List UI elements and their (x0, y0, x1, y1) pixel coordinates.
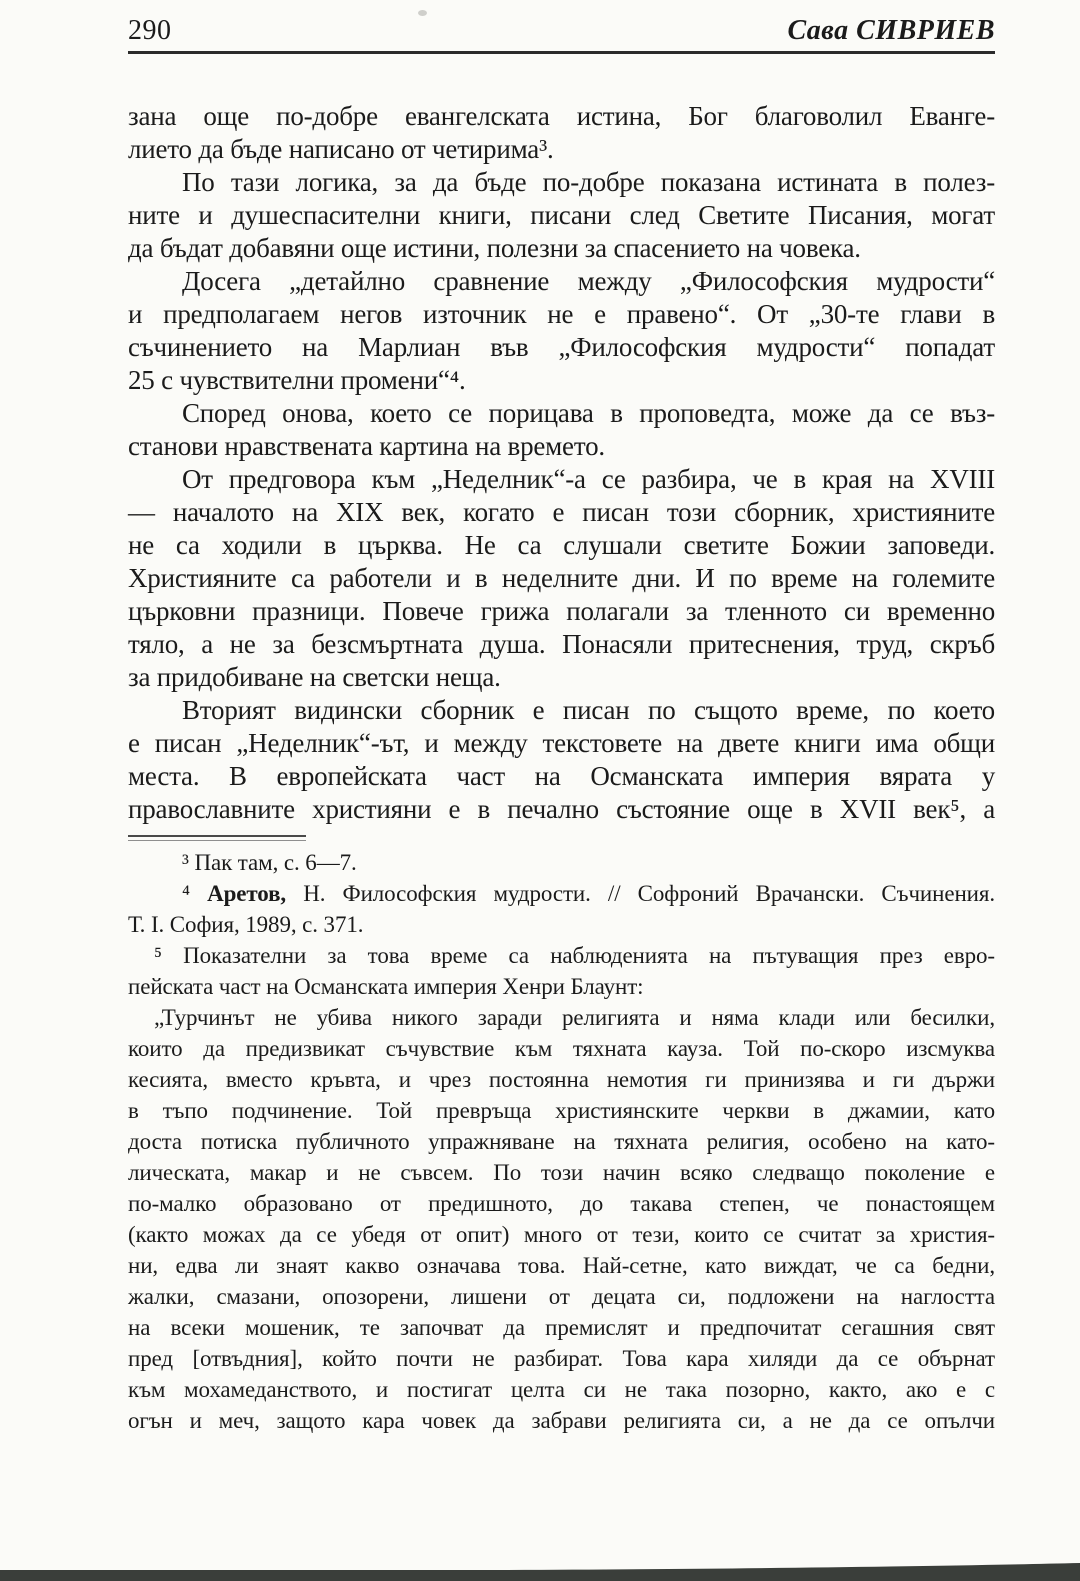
text-segment: Н. Философския мудрости. // Софроний Врачански. Съчинения. (286, 881, 995, 906)
text-line: съчинението на Марлиан във „Философския мудрости“ попадат (128, 332, 995, 362)
text-line: места. В европейската част на Османската империя вярата у (128, 761, 995, 791)
text-line: да бъдат добавяни още истини, полезни за спасението на човека. (128, 233, 861, 263)
paragraph (128, 463, 995, 694)
paragraph (128, 878, 995, 940)
text-line: тяло, а не за безсмъртната душа. Понасяли притеснения, труд, скръб (128, 629, 995, 659)
text-line: в тъпо подчинение. Той превръща християнските черкви в джамии, като (128, 1098, 995, 1123)
scan-noise-speck (418, 10, 427, 16)
text-line: — началото на XIX век, когато е писан този сборник, християните (128, 497, 995, 527)
paragraph (128, 100, 995, 166)
text-line: ⁵ Показателни за това време са наблюденията на пътуващия през евро- (154, 943, 995, 968)
text-line: (както можах да се убедя от опит) много от тези, които се считат за христия- (128, 1222, 995, 1247)
paragraph (128, 397, 995, 463)
text-line: които да предизвикат съчувствие към тяхната кауза. Той по-скоро изсмуква (128, 1036, 995, 1061)
text-line: „Турчинът не убива никого заради религията и няма клади или бесилки, (154, 1005, 995, 1030)
text-line: Вторият видински сборник е писан по същото време, по което (182, 695, 995, 725)
text-line: не са ходили в църква. Не са слушали светите Божии заповеди. (128, 530, 995, 560)
text-line: Според онова, което се порицава в проповедта, може да се въз- (182, 398, 995, 428)
paragraph (128, 1002, 995, 1436)
text-line: Досега „детайлно сравнение между „Философския мудрости“ (182, 266, 995, 296)
text-line: От предговора към „Неделник“-а се разбира, че в края на XVIII (182, 464, 995, 494)
page-number: 290 (128, 15, 172, 46)
text-line: църковни празници. Повече грижа полагали за тленното си временно (128, 596, 995, 626)
text-line: кесията, вместо кръвта, и чрез постоянна немотия ги принизява и ги държи (128, 1067, 995, 1092)
page-content (128, 0, 995, 1436)
text-line: на всеки мошеник, те започват да премислят и предпочитат сегашния свят (128, 1315, 995, 1340)
text-line: доста потиска публичното упражняване на тяхната религия, особено на като- (128, 1129, 995, 1154)
text-line: станови нравствената картина на времето. (128, 431, 605, 461)
running-title: Сава СИВРИЕВ (787, 15, 995, 46)
text-line: ни, едва ли знаят какво означава това. Най-сетне, като виждат, че са бедни, (128, 1253, 995, 1278)
bottom-scan-edge (0, 1559, 1080, 1581)
text-line: е писан „Неделник“-ът, и между текстовете на двете книги има общи (128, 728, 995, 758)
text-line: зана още по-добре евангелската истина, Бог благоволил Еванге- (128, 101, 995, 131)
text-line: по-малко образовано от предишното, до такава степен, че понастоящем (128, 1191, 995, 1216)
text-line: пейската част на Османската империя Хенри Блаунт: (128, 974, 644, 999)
text-line: Християните са работели и в неделните дни. И по време на големите (128, 563, 995, 593)
text-line: православните християни е в печално състояние още в XVII век⁵, а (128, 794, 995, 824)
paragraph (128, 694, 995, 826)
text-line: Т. I. София, 1989, с. 371. (128, 912, 364, 937)
text-line: огън и меч, защото кара човек да забрави религията си, а не да се опълчи (128, 1408, 995, 1433)
body-text (128, 100, 995, 826)
paragraph (128, 166, 995, 265)
text-line: лическата, макар и не съвсем. По този начин всяко следващо поколение е (128, 1160, 995, 1185)
text-line: ните и душеспасителни книги, писани след Светите Писания, могат (128, 200, 995, 230)
text-line: 25 с чувствителни промени“⁴. (128, 365, 466, 395)
bold-text-segment: Аретов, (207, 881, 287, 906)
text-line: за придобиване на светски неща. (128, 662, 501, 692)
text-line: ³ Пак там, с. 6—7. (182, 850, 357, 875)
paragraph (128, 265, 995, 397)
text-line: лието да бъде написано от четирима³. (128, 134, 554, 164)
text-line: пред [отвъдния], който почти не разбират. Това кара хиляди да се обърнат (128, 1346, 995, 1371)
text-line: жалки, смазани, опозорени, лишени от децата си, подложени на наглостта (128, 1284, 995, 1309)
paragraph (128, 940, 995, 1002)
paragraph (128, 847, 995, 878)
text-segment: ⁴ (182, 881, 208, 906)
text-line: към мохамеданството, и постигат целта си не така позорно, както, ако е с (128, 1377, 995, 1402)
text-line: По тази логика, за да бъде по-добре показана истината в полез- (182, 167, 995, 197)
footnote-separator (128, 835, 306, 841)
text-line (128, 878, 995, 909)
text-line: и предполагаем негов източник не е правено“. От „30-те глави в (128, 299, 995, 329)
footnotes (128, 847, 995, 1436)
page-header (128, 16, 995, 54)
